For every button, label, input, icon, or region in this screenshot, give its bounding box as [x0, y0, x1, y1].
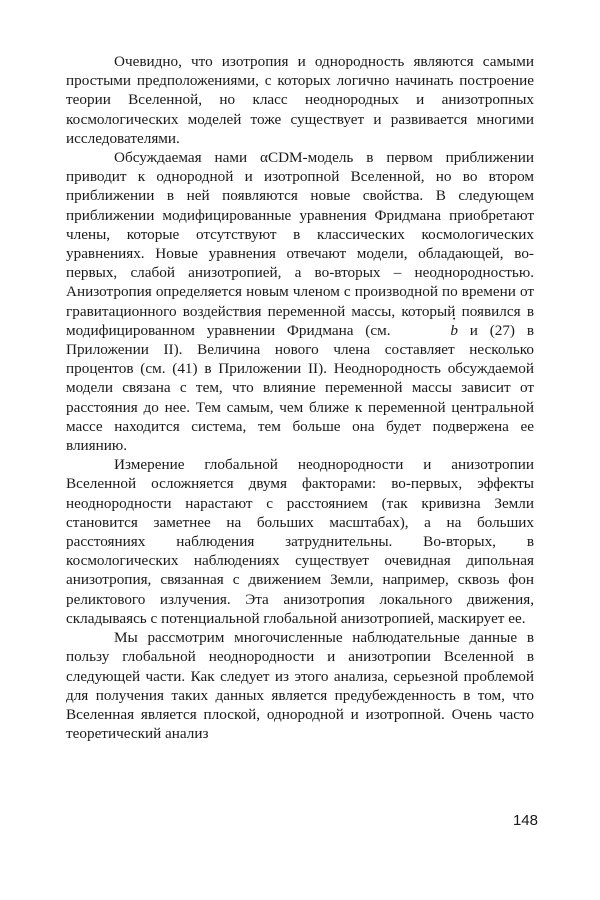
paragraph-4: Мы рассмотрим многочисленные наблюдательные данные в пользу глобальной неоднородности и анизотропии Вселенной в следующей части. Как следует из этого анализа, серьезной проблемой для получения таких данных является предубежденность в том, что Вселенная является плоской, однородной и изотропной. Очень часто теоретический анализ: [66, 629, 534, 743]
page-number: 148: [512, 812, 538, 829]
paragraph-1: Очевидно, что изотропия и однородность являются самыми простыми предположениями, с которых логично начинать построение теории Вселенной, но класс неоднородных и анизотропных космологических моделей тоже существует и развивается многими исследователями.: [66, 53, 534, 147]
paragraph-2-text-start: Обсуждаемая нами αCDM-модель в первом приближении приводит к однородной и изотропной Вселенной, но во втором приближении в ней появляются новые свойства. В следующем приближении модифицированные уравнения Фридмана приобретают члены, которые отсутствуют в классических космологических уравнениях. Новые уравнения отвечают модели, обладающей, во-первых, слабой анизотропией, а во-вторых – неоднородностью. Анизотропия определяется новым членом с производной по времени от гравитационного воздействия переменной массы, который появился в модифицированном уравнении Фридмана (см.: [66, 149, 534, 339]
paragraph-3: Измерение глобальной неоднородности и анизотропии Вселенной осложняется двумя факторами: во-первых, эффекты неоднородности нарастают с расстоянием (так кривизна Земли становится заметнее на больших масштабах), а на больших расстояниях наблюдения затруднительны. Во-вторых, в космологических наблюдениях существует очевидная дипольная анизотропия, связанная с движением Земли, например, сквозь фон реликтового излучения. Эта анизотропия локального движения, складываясь с потенциальной глобальной анизотропией, маскирует ее.: [66, 456, 534, 627]
b-dot-symbol: · b: [402, 321, 458, 340]
paragraph-2: [66, 148, 534, 455]
paragraph-2-text-end: и (27) в Приложении II). Величина нового члена составляет несколько процентов (см. (41) в Приложении II). Неоднородность обсуждаемой модели связана с тем, что влияние переменной массы зависит от расстояния до нее. Тем самым, чем ближе к переменной центральной массе находится система, тем больше она будет подвержена ее влиянию.: [66, 321, 534, 455]
page-body: [66, 52, 534, 743]
